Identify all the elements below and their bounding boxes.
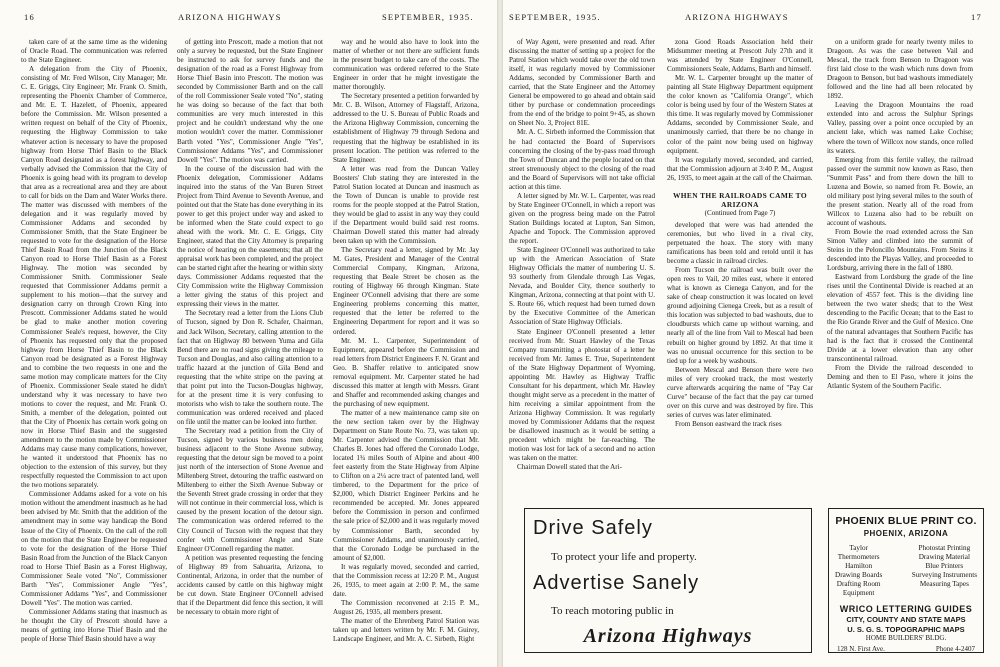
paragraph: The matter of the Ehrenberg Patrol Station was taken up and letters written by Mr. F. M. Guirey, Landscape Engineer, and Mr. A. C. Sirbeth, Right xyxy=(333,617,479,644)
list-item: Surveying Instruments xyxy=(911,571,977,579)
list-item: Blue Printers xyxy=(925,562,964,570)
paragraph: It was regularly moved, seconded, and carried, that the Commission adjourn at 3:40 P. M., August 26, 1935, to meet again at the call of the Chairman. xyxy=(667,155,813,182)
paragraph: From Bowie the road extended across the San Simon Valley and climbed into the summit of Steins in the Peloncillo Mountains. From Steins it descended into the Playas Valley, and proceeded to Lordsburg, arriving there in the fall of 1880. xyxy=(827,227,973,273)
left-column-3 xyxy=(333,38,479,644)
ad-headline-drive: Drive Safely xyxy=(533,517,653,539)
list-item: Equipment xyxy=(842,589,875,597)
paragraph: From Benson eastward the track rises xyxy=(675,419,782,428)
paragraph: of getting into Prescott, made a motion that not only a survey be requested, but the State Engineer be instructed to ask for survey funds and the designation of the road as a Forest Highway from Horse Thief Basin into Prescott. The motion was seconded by Commissioner Barth and on the call of the roll Commissioner Seale voted "No", stating he was doing so because of the fact that both communities are very much interested in this project and he couldn't understand why the one motion wouldn't cover the matter. Commissioner Barth voted "Yes", Commissioner Angle "Yes", Commissioner Addams "Yes", and Commissioner Dowell "Yes". The motion was carried. xyxy=(177,38,323,164)
right-column-3 xyxy=(827,38,973,468)
right-column-2 xyxy=(667,38,813,500)
building-name: HOME BUILDERS' BLDG. xyxy=(865,634,947,642)
paragraph: Eastward from Lordsburg the grade of the line rises until the Continental Divide is reached at an elevation of 4557 feet. This is the dividing line between the two water sheds; that to the West descending to the Pacific Ocean; that to the East to the Rio Grande River and the Gulf of Mexico. One of the natural advantages that Southern Pacific has had is the fact that it crossed the Continental Divide at a lower elevation than any other transcontinental railroad. xyxy=(827,273,973,363)
paragraph: State Engineer O'Connell was authorized to take up with the American Association of State Highway Officials the matter of numbering U. S. 93 southerly from Glendale through Las Vegas, Nevada, and Boulder City, thence southerly to Kingman, Arizona, connecting at that point with U. S. Route 66, which request had been turned down by the Executive Committee of the American Association of State Highway Officials. xyxy=(509,246,655,327)
paragraph: of Way Agent, were presented and read. After discussing the matter of setting up a project for the Patrol Station which would take over the old town itself, it was regularly moved by Commissioner Addams, seconded by Commissioner Barth and carried, that the State Engineer and the Attorney General be empowered to go ahead and obtain said tither by purchase or condemnation proceedings from the end of the bridge to point 9+45, as shown on Sheet No. 3, Project 81E. xyxy=(509,38,655,128)
service-list-left xyxy=(835,544,882,598)
list-item: Hamilton xyxy=(845,562,873,570)
paragraph: developed that were was had attended the ceremonies, but who lived in a rival city, perpetuated the hoax. The story with many ramifications has been told and retold until it has become a classic in railroad circles. xyxy=(667,220,813,266)
magazine-title-left: ARIZONA HIGHWAYS xyxy=(178,12,282,22)
list-item: Taylor xyxy=(849,544,868,552)
left-column-2 xyxy=(177,38,323,617)
paragraph: From Tucson the railroad was built over the open rees to Vail, 20 miles east, where it entered what is known as Cienega Canyon, and for the sake of cheap construction it was located on level ground adjoining Cienega Creek, but as a result of this location was subjected to bad washouts, due to cloudbursts which came up without warning, and nearly all of the line from Vail to Mescal had been rebuilt on higher ground by 1892. At that time it was no unusual occurrence for this section to be tied up for a week by washouts. xyxy=(667,266,813,365)
paragraph: Between Mescal and Benson there were two miles of very crooked track, the most westerly curve afterwards acquiring the name of "Pay Car Curve" because of the fact that the pay car turned over on this curve and was destroyed by fire. This series of curves was later eliminated. xyxy=(667,365,813,419)
company-city: PHOENIX, ARIZONA xyxy=(863,529,949,538)
street-address: 128 N. First Ave. xyxy=(837,645,885,653)
paragraph: From the Divide the railroad descended to Deming and then to El Paso, where it joins the Atlantic System of the Southern Pacific. xyxy=(827,363,973,390)
paragraph: A letter was read from the Duncan Valley Boosters' Club stating they are interested in the Patrol Station located at Duncan and inasmuch as the Town of Duncan is unable to provide rest rooms for the people stopped at the Patrol Station, they would be glad to assist in any way they could if the Department would build said rest rooms. Chairman Dowell stated this matter had already been taken up with the Commission. xyxy=(333,164,479,246)
ad-magazine-name: Arizona Highways xyxy=(583,625,753,647)
continued-note: (Continued from Page 7) xyxy=(704,208,776,217)
paragraph: In the course of the discussion had with the Phoenix delegation, Commissioner Addams inquired into the status of the Van Buren Street Project from Third Avenue to Seventh Avenue, and pointed out that the State has done everything in its power to get this project under way and asked to be informed when the State could expect to go ahead with the work. Mr. C. E. Griggs, City Engineer, stated that the City Attorney is preparing the notice of hearing on the easements; that all the appraisal work has been completed, and the project can be started right after the hearing or within sixty days. Commissioner Addams requested that the City Commission write the Highway Commission a letter giving the status of this project and expressing their views in the matter. xyxy=(177,164,323,309)
paragraph: Emerging from this fertile valley, the railroad passed over the summit now known as Raso, then "Summit Pass" and from there down the hill to Luzena and Bowie, so named from Ft. Bowie, an old military post lying several miles to the south of the present station. Nearly all of the road from Willcox to Luzena also had to be rebuilt on account of washouts. xyxy=(827,155,973,227)
list-item: Drafting Room xyxy=(836,580,881,588)
drive-safely-ad xyxy=(524,508,812,653)
service-list-right xyxy=(912,544,977,598)
paragraph: Mr. W. L. Carpenter brought up the matter of painting all State Highway Department equipment the color known as "California Orange", which color is being used by four of the Western States at this time. It was regularly moved by Commissioner Addams, seconded by Commissioner Seale, and unanimously carried, that there be no change in color of the paint now being used on highway equipment. xyxy=(667,74,813,155)
paragraph: The Secretary read a petition from the City of Tucson, signed by various business men doing business adjacent to the Stone Avenue subway, requesting that the detour sign be moved to a point just north of the intersection of Stone Avenue and Miltenberg Street, detouring the traffic eastward on Miltenberg to either the Sixth Avenue Subway or the Seventh Street grade crossing in order that they will not continue in their commercial loss, which is caused by the present location of the detour sign. The communication was ordered referred to the City Council of Tucson with the request that they confer with Commissioner Angle and State Engineer O'Connell regarding the matter. xyxy=(177,427,323,553)
paragraph: zona Good Roads Association held their Midsummer meeting at Prescott July 27th and it was attended by State Engineer O'Connell, Commissioners Seale, Addams, Barth and himself. xyxy=(667,38,813,74)
ad-headline-advertise: Advertise Sanely xyxy=(533,572,700,594)
right-page xyxy=(503,0,1000,667)
paragraph: Leaving the Dragoon Mountains the road extended into and across the Sulphur Springs Valley, passing over a point once occupied by an ancient lake, which was named Lake Cochise; where the town of Willcox now stands, once rolled its waters. xyxy=(827,101,973,155)
magazine-title-right: ARIZONA HIGHWAYS xyxy=(685,12,789,22)
paragraph: A delegation from the City of Phoenix, consisting of Mr. Fred Wilson, City Manager; Mr. C. E. Griggs, City Engineer; Mr. Frank O. Smith, representing the Phoenix Chamber of Commerce, and Mr. E. T. Hazelett, of Phoenix, appeared before the Commission. Mr. Wilson presented a written request on behalf of the City of Phoenix, requesting the Highway Commission to take whatever action is necessary to have the proposed highway from Horse Thief Basin to the Black Canyon Road designated as a forest highway, and verbally advised the Commission that the City of Phoenix is going head with its program to develop that area as a recreational area and they are about to call for bids on the Dam and Water Works there. The matter was discussed with members of the delegation and it was regularly moved by Commissioner Addams and seconded by Commissioner Smith, that the State Engineer be requested to vote for the designation of the Horse Thief Basin Road from the Junction of the Black Canyon road to Horse Thief Basin as a Forest Highway. The motion was seconded by Commissioner Smith. Commissioner Seale requested that Commissioner Addams permit a supplement to his motion—that the survey and designation carry on through Crown King into Prescott. Commissioner Addams stated he would be glad to make another motion covering Commissioner Seale's request, however, the City of Phoenix has requested only that the proposed highway from Horse Thief Basin to the Black Canyon road be designated as a Forest Highway and to combine the two requests in one and the same motion may complicate matters for the City of Phoenix. Commissioner Seale stated he didn't understand why it was necessary to have two motions to cover the request, and Mr. Frank O. Smith, a member of the delegation, pointed out that the City of Phoenix has certain work going on now in Horse Thief Basin and the suggested amendment to the motion made by Commissioner Addams may cause many complications, however, he wanted it understood that Phoenix has no objection to the extension of this survey, but they respectfully requested the Commission to act upon the two motions separately. xyxy=(21,65,167,490)
company-name: PHOENIX BLUE PRINT CO. xyxy=(835,515,977,527)
ad-line-protect: To protect your life and property. xyxy=(551,551,697,563)
paragraph: The Secretary read a letter, signed by Mr. Jay M. Gates, President and Manager of the Central Commercial Company, Kingman, Arizona, requesting that Beale Street be chosen as the routing of Highway 66 through Kingman. State Engineer O'Connell advising that there are some Engineering problems concerning this matter, requested that the letter be referred to the Engineering Department for report and it was so ordered. xyxy=(333,246,479,336)
paragraph: The matter of a new maintenance camp site on the new section taken over by the Highway Department on State Route No. 73, was taken up. Mr. Carpenter advised the Commission that Mr. Charles B. Jones had offered the Coronado Lodge, located 1¾ miles South of Alpine and about 400 feet easterly from the State Highway from Alpine to Clifton on a 2¼ acre tract of patented land, well timbered, to the Department for the price of $2,000, which District Engineer Perkins and he recommended be accepted. Mr. Jones appeared before the Commission in person and confirmed the sale price of $2,000 and it was regularly moved by Commissioner Barth, seconded by Commissioner Addams, and unanimously carried, that the Coronado Lodge be purchased in the amount of $2,000. xyxy=(333,408,479,562)
issue-date-left: SEPTEMBER, 1935. xyxy=(382,12,474,22)
paragraph: It was regularly moved, seconded and carried, that the Commission recess at 12:20 P. M., August 26, 1935, to meet again at 2:00 P. M., the same date. xyxy=(333,562,479,598)
list-item: Thermometers xyxy=(837,553,880,561)
phone-number: Phone 4-2407 xyxy=(935,645,975,653)
lettering-guides: WRICO LETTERING GUIDES xyxy=(839,604,973,614)
paragraph: Mr. M. L. Carpenter, Superintendent of Equipment, appeared before the Commission and read letters from District Engineers F. N. Grant and Geo. B. Shaffer relative to anticipated snow removal equipment. Mr. Carpenter stated he had discussed this matter at length with Messrs. Grant and Shaffer and recommended asking changes and the purchasing of new equipment. xyxy=(333,336,479,408)
paragraph: taken care of at the same time as the widening of Oracle Road. The communication was referred to the State Engineer. xyxy=(21,38,167,65)
issue-date-right: SEPTEMBER, 1935. xyxy=(509,12,601,22)
list-item: Photostat Printing xyxy=(918,544,971,552)
left-page xyxy=(0,0,497,667)
page-number-left: 16 xyxy=(24,12,35,22)
paragraph: The Secretary presented a petition forwarded by Mr. C. B. Wilson, Attorney of Flagstaff, Arizona, addressed to the U. S. Bureau of Public Roads and the Arizona Highway Commission, concerning the establishment of Highway 79 through Sedona and requesting that the highway be established in its present location. The petition was referred to the State Engineer. xyxy=(333,92,479,164)
maps-line: CITY, COUNTY AND STATE MAPS xyxy=(846,615,966,624)
list-item: Measuring Tapes xyxy=(919,580,969,588)
list-item: Drawing Boards xyxy=(835,571,883,579)
paragraph: Mr. A. C. Sirbeth informed the Commission that he had contacted the Board of Supervisors concerning the closing of the by-pass road through the Town of Duncan and the people located on that street strenuously object to the closing of the road and the Board of Supervisors will not take official action at this time. xyxy=(509,128,655,191)
list-item: Drawing Material xyxy=(918,553,970,561)
paragraph: The Secretary read a letter from the Lions Club of Tucson, signed by Don R. Schafer, Chairman, and Jack Wilson, Secretary, calling attention to the fact that on Highway 80 between Yuma and Gila Bend there are no road signs giving the mileage to Tucson and Douglas, and also calling attention to a traffic hazard at the junction of Gila Bend and requesting that the white stripe on the paving at that point put into the Tucson-Douglas highway, for at the present time it is very confusing to motorists who wish to take the southern route. The communication was ordered received and placed on file until the matter can be looked into further. xyxy=(177,309,323,426)
page-number-right: 17 xyxy=(971,12,982,22)
paragraph: Chairman Dowell stated that the Ari- xyxy=(517,463,622,472)
paragraph: on a uniform grade for nearly twenty miles to Dragoon. As was the case between Vail and Mescal, the track from Benson to Dragoon was first laid close to the wash which runs down from Dragoon to Benson, but bad washouts immediately followed and the line had all been relocated by 1892. xyxy=(827,38,973,101)
paragraph: A petition was presented requesting the fencing of Highway 89 from Sahuarita, Arizona, to Continental, Arizona, in order that the number of accidents caused by cattle on this highway might be cut down. State Engineer O'Connell advised that if the Department did fence this section, it will be necessary to obtain more right of xyxy=(177,553,323,616)
paragraph: Commissioner Addams stating that inasmuch as he thought the City of Prescott should have a means of getting into Horse Thief Basin and the people of Horse Thief Basin should have a way xyxy=(21,607,167,644)
article-heading: WHEN THE RAILROADS CAME TO ARIZONA xyxy=(672,190,807,209)
paragraph: The Commission reconvened at 2:15 P. M., August 26, 1935, all members present. xyxy=(333,598,479,616)
paragraph: way and he would also have to look into the matter of whether or not there are sufficient funds in the present budget to take care of the costs. The communication was ordered referred to the State Engineer in order that he might investigate the matter thoroughly. xyxy=(333,38,479,92)
paragraph: State Engineer O'Connell presented a letter received from Mr. Stuart Hawley of the Texas Company transmitting a photostat of a letter he received from Mr. James E. True, Superintendent of the State Highway Department of Wyoming, appointing Mr. Hawley as Highway Traffic Consultant for his department, which Mr. Hawley thought might serve as a precedent in the matter of him receiving a similar appointment from the Arizona Highway Commission. It was regularly moved by Commissioner Addams that the request be disallowed inasmuch as it would be setting a precedent which might be far-reaching. The motion was lost for lack of a second and no action was taken on the matter. xyxy=(509,327,655,463)
topo-maps-line: U. S. G. S. TOPOGRAPHIC MAPS xyxy=(847,625,965,634)
paragraph: Commissioner Addams asked for a vote on his motion without the amendment inasmuch as he had been advised by Mr. Smith that the addition of the amendment may in some way handicap the Bond Issue of the City of Phoenix. On the call of the roll on the motion that the State Engineer be requested to vote for the designation of the Horse Thief Basin Road from the Junction of the Black Canyon road to Horse Thief Basin as a Forest Highway, Commissioner Seale voted "No", Commissioner Barth "Yes", Commissioner Angle "Yes", Commissioner Addams "Yes", and Commissioner Dowell "Yes". The motion was carried. xyxy=(21,490,167,607)
ad-line-reach: To reach motoring public in xyxy=(551,605,674,617)
right-column-1 xyxy=(509,38,655,500)
service-lists xyxy=(829,538,983,598)
address-row xyxy=(829,642,983,653)
paragraph: A letter signed by Mr. W. L. Carpenter, was read by State Engineer O'Connell, in which a report was given on the progress being made on the Patrol Station Buildings located at Lupton, San Simon, Apache and Topock. The Commission approved the report. xyxy=(509,191,655,246)
left-column-1 xyxy=(21,38,167,644)
blueprint-company-ad xyxy=(828,508,984,653)
